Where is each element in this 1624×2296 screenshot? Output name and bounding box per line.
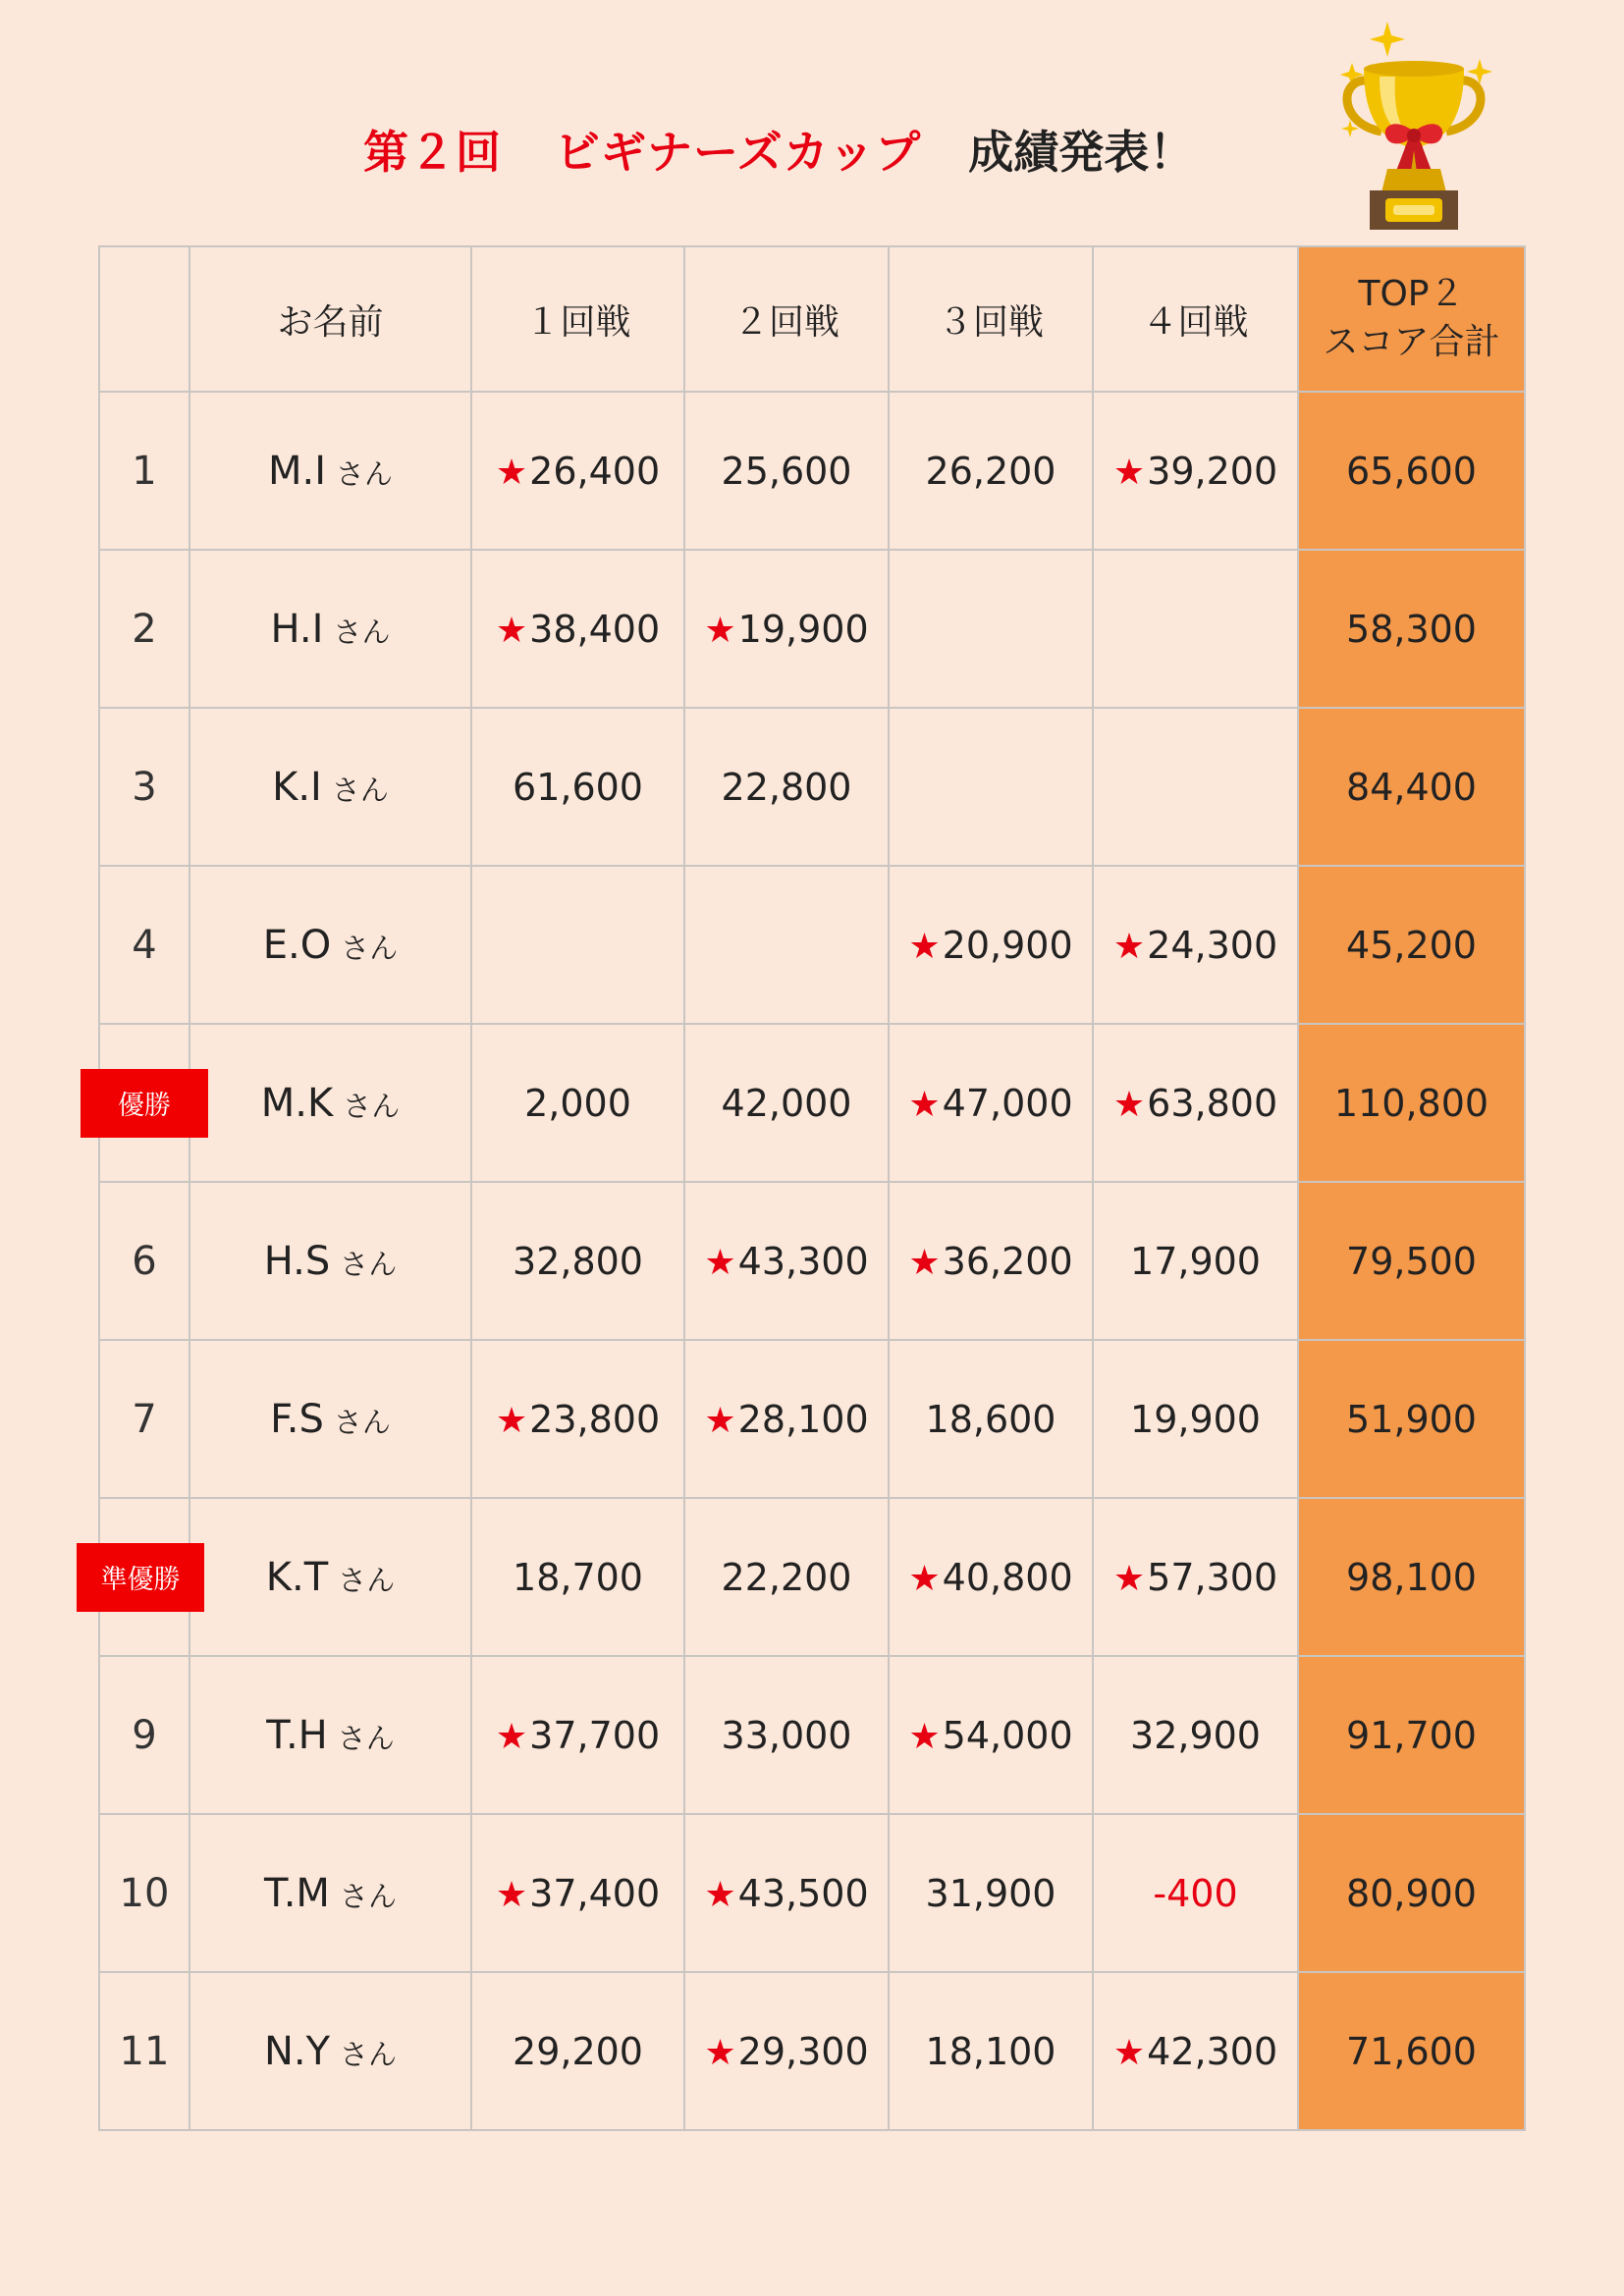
round1-score-cell (471, 1024, 684, 1182)
round2-score-cell (684, 550, 889, 708)
round1-score-cell (471, 550, 684, 708)
score-value: 25,600 (721, 449, 852, 493)
score-value: 24,300 (1147, 923, 1278, 967)
score-value: 54,000 (942, 1713, 1073, 1757)
score-value: 39,200 (1147, 449, 1278, 493)
table-row (99, 1498, 1525, 1656)
header-total-line1: TOP２ (1358, 274, 1465, 315)
top2-total-cell: 79,500 (1298, 1182, 1525, 1340)
round4-score-cell (1093, 866, 1298, 1024)
table-row (99, 392, 1525, 550)
rank-number: 6 (132, 1238, 157, 1284)
score-value: 29,200 (513, 2029, 643, 2073)
score-value: -400 (1153, 1871, 1238, 1915)
player-name-cell (189, 1656, 471, 1814)
title-cup-name: ビギナーズカップ (555, 126, 922, 179)
rank-number: 11 (119, 2028, 170, 2074)
score-value: 23,800 (529, 1397, 661, 1441)
honorific-suffix: さん (338, 1563, 396, 1597)
rank-cell (99, 866, 189, 1024)
honorific-suffix: さん (343, 1089, 401, 1123)
score-value: 20,900 (942, 923, 1073, 967)
round2-score-cell (684, 392, 889, 550)
player-initials: M.I (267, 448, 326, 494)
top2-total-cell: 71,600 (1298, 1972, 1525, 2130)
star-icon: ★ (908, 926, 941, 967)
round1-score-cell (471, 1656, 684, 1814)
round1-score-cell (471, 1340, 684, 1498)
header-name: お名前 (189, 246, 471, 392)
rank-cell (99, 708, 189, 866)
star-icon: ★ (495, 1716, 528, 1757)
player-initials: E.O (262, 922, 332, 968)
round1-score-cell (471, 392, 684, 550)
round1-score-cell (471, 1182, 684, 1340)
player-initials: H.I (270, 606, 324, 652)
rank-number: 9 (132, 1712, 157, 1758)
header-round4: ４回戦 (1093, 246, 1298, 392)
runner-up-badge: 準優勝 (77, 1543, 204, 1612)
round4-score-cell (1093, 1656, 1298, 1814)
player-name-cell (189, 550, 471, 708)
round1-score-cell (471, 1972, 684, 2130)
header-rank (99, 246, 189, 392)
round2-score-cell (684, 866, 889, 1024)
score-value: 40,800 (942, 1555, 1073, 1599)
table-row (99, 1340, 1525, 1498)
score-value: 63,800 (1147, 1081, 1278, 1125)
table-row (99, 1972, 1525, 2130)
round4-score-cell (1093, 1498, 1298, 1656)
top2-total-cell: 45,200 (1298, 866, 1525, 1024)
rank-cell (99, 1024, 189, 1182)
top2-total-cell: 84,400 (1298, 708, 1525, 866)
round1-score-cell (471, 1498, 684, 1656)
honorific-suffix: さん (331, 773, 389, 807)
star-icon: ★ (908, 1084, 941, 1125)
score-value: 37,700 (529, 1713, 661, 1757)
score-value: 31,900 (925, 1871, 1056, 1915)
winner-badge: 優勝 (81, 1069, 208, 1138)
rank-cell (99, 1182, 189, 1340)
star-icon: ★ (704, 1400, 736, 1441)
top2-total-cell: 51,900 (1298, 1340, 1525, 1498)
player-initials: F.S (270, 1396, 324, 1442)
round4-score-cell (1093, 392, 1298, 550)
score-value: 18,600 (925, 1397, 1056, 1441)
top2-total-cell: 80,900 (1298, 1814, 1525, 1972)
header-round3: ３回戦 (889, 246, 1093, 392)
player-initials: K.T (265, 1554, 329, 1600)
round2-score-cell (684, 1814, 889, 1972)
trophy-icon (1330, 22, 1497, 233)
rank-cell (99, 392, 189, 550)
table-row (99, 1656, 1525, 1814)
table-row (99, 550, 1525, 708)
honorific-suffix: さん (339, 1879, 397, 1913)
star-icon: ★ (908, 1716, 941, 1757)
score-value: 61,600 (513, 765, 643, 809)
round3-score-cell (889, 1182, 1093, 1340)
round3-score-cell (889, 1498, 1093, 1656)
score-value: 57,300 (1147, 1555, 1278, 1599)
round2-score-cell (684, 1182, 889, 1340)
score-value: 28,100 (737, 1397, 869, 1441)
rank-cell (99, 1814, 189, 1972)
player-name-cell (189, 392, 471, 550)
header-top2-total (1298, 246, 1525, 392)
score-value: 19,900 (737, 607, 869, 651)
score-value: 18,100 (925, 2029, 1056, 2073)
table-header-row (99, 246, 1525, 392)
honorific-suffix: さん (333, 1405, 391, 1439)
round3-score-cell (889, 1656, 1093, 1814)
table-row (99, 1182, 1525, 1340)
score-value: 22,800 (721, 765, 852, 809)
score-value: 32,800 (513, 1239, 643, 1283)
player-name-cell (189, 1182, 471, 1340)
honorific-suffix: さん (341, 931, 399, 965)
star-icon: ★ (704, 610, 736, 651)
round4-score-cell (1093, 1972, 1298, 2130)
rank-cell (99, 550, 189, 708)
score-value: 43,500 (737, 1871, 869, 1915)
score-value: 19,900 (1130, 1397, 1261, 1441)
star-icon: ★ (495, 452, 528, 493)
results-table (98, 245, 1526, 2131)
round4-score-cell (1093, 1814, 1298, 1972)
player-initials: T.H (266, 1712, 328, 1758)
score-value: 26,200 (925, 449, 1056, 493)
honorific-suffix: さん (333, 614, 391, 649)
score-value: 33,000 (721, 1713, 852, 1757)
player-name-cell (189, 1814, 471, 1972)
player-initials: K.I (272, 764, 322, 810)
player-name-cell (189, 866, 471, 1024)
player-name-cell (189, 1024, 471, 1182)
round4-score-cell (1093, 550, 1298, 708)
rank-number: 2 (132, 606, 157, 652)
top2-total-cell: 98,100 (1298, 1498, 1525, 1656)
star-icon: ★ (1112, 926, 1146, 967)
honorific-suffix: さん (337, 1721, 395, 1755)
score-value: 47,000 (942, 1081, 1073, 1125)
star-icon: ★ (1112, 452, 1146, 493)
star-icon: ★ (908, 1558, 941, 1599)
top2-total-cell: 110,800 (1298, 1024, 1525, 1182)
honorific-suffix: さん (340, 2037, 398, 2071)
round3-score-cell (889, 392, 1093, 550)
star-icon: ★ (495, 1874, 528, 1915)
round4-score-cell (1093, 1024, 1298, 1182)
rank-cell (99, 1656, 189, 1814)
round3-score-cell (889, 1814, 1093, 1972)
player-initials: M.K (260, 1080, 334, 1126)
player-initials: N.Y (263, 2028, 331, 2074)
round3-score-cell (889, 550, 1093, 708)
table-row (99, 1814, 1525, 1972)
star-icon: ★ (704, 1242, 736, 1283)
round3-score-cell (889, 866, 1093, 1024)
header-round2: ２回戦 (684, 246, 889, 392)
player-name-cell (189, 1498, 471, 1656)
star-icon: ★ (704, 2032, 736, 2073)
score-value: 38,400 (529, 607, 661, 651)
rank-cell (99, 1498, 189, 1656)
score-value: 18,700 (513, 1555, 643, 1599)
title-announcement: 成績発表！ (968, 126, 1195, 179)
rank-cell (99, 1972, 189, 2130)
honorific-suffix: さん (340, 1247, 398, 1281)
rank-number: 3 (132, 764, 157, 810)
rank-number: 7 (132, 1396, 157, 1442)
player-name-cell (189, 1972, 471, 2130)
top2-total-cell: 91,700 (1298, 1656, 1525, 1814)
player-name-cell (189, 708, 471, 866)
round1-score-cell (471, 1814, 684, 1972)
score-value: 37,400 (529, 1871, 661, 1915)
round2-score-cell (684, 1340, 889, 1498)
round3-score-cell (889, 708, 1093, 866)
star-icon: ★ (1112, 1558, 1146, 1599)
star-icon: ★ (1112, 1084, 1146, 1125)
score-value: 22,200 (721, 1555, 852, 1599)
score-value: 43,300 (737, 1239, 869, 1283)
table-row (99, 1024, 1525, 1182)
player-name-cell (189, 1340, 471, 1498)
header-round1: １回戦 (471, 246, 684, 392)
round2-score-cell (684, 1656, 889, 1814)
round3-score-cell (889, 1972, 1093, 2130)
rank-cell (99, 1340, 189, 1498)
star-icon: ★ (495, 610, 528, 651)
table-row (99, 708, 1525, 866)
star-icon: ★ (1112, 2032, 1146, 2073)
round1-score-cell (471, 708, 684, 866)
top2-total-cell: 58,300 (1298, 550, 1525, 708)
round4-score-cell (1093, 708, 1298, 866)
rank-number: 10 (119, 1870, 170, 1916)
page-title (363, 110, 1194, 188)
score-value: 17,900 (1130, 1239, 1261, 1283)
score-value: 2,000 (524, 1081, 631, 1125)
score-value: 36,200 (942, 1239, 1073, 1283)
honorific-suffix: さん (336, 456, 394, 491)
round1-score-cell (471, 866, 684, 1024)
rank-number: 1 (132, 448, 157, 494)
round2-score-cell (684, 1024, 889, 1182)
title-round: 第２回 (363, 126, 502, 179)
star-icon: ★ (704, 1874, 736, 1915)
round2-score-cell (684, 1972, 889, 2130)
score-value: 42,000 (721, 1081, 852, 1125)
round4-score-cell (1093, 1340, 1298, 1498)
round2-score-cell (684, 708, 889, 866)
table-row (99, 866, 1525, 1024)
star-icon: ★ (908, 1242, 941, 1283)
round3-score-cell (889, 1340, 1093, 1498)
score-value: 32,900 (1130, 1713, 1261, 1757)
round3-score-cell (889, 1024, 1093, 1182)
header-total-line2: スコア合計 (1323, 322, 1500, 362)
round2-score-cell (684, 1498, 889, 1656)
star-icon: ★ (495, 1400, 528, 1441)
score-value: 29,300 (737, 2029, 869, 2073)
player-initials: T.M (264, 1870, 330, 1916)
score-value: 26,400 (529, 449, 661, 493)
top2-total-cell: 65,600 (1298, 392, 1525, 550)
rank-number: 4 (132, 922, 157, 968)
round4-score-cell (1093, 1182, 1298, 1340)
score-value: 42,300 (1147, 2029, 1278, 2073)
player-initials: H.S (263, 1238, 331, 1284)
